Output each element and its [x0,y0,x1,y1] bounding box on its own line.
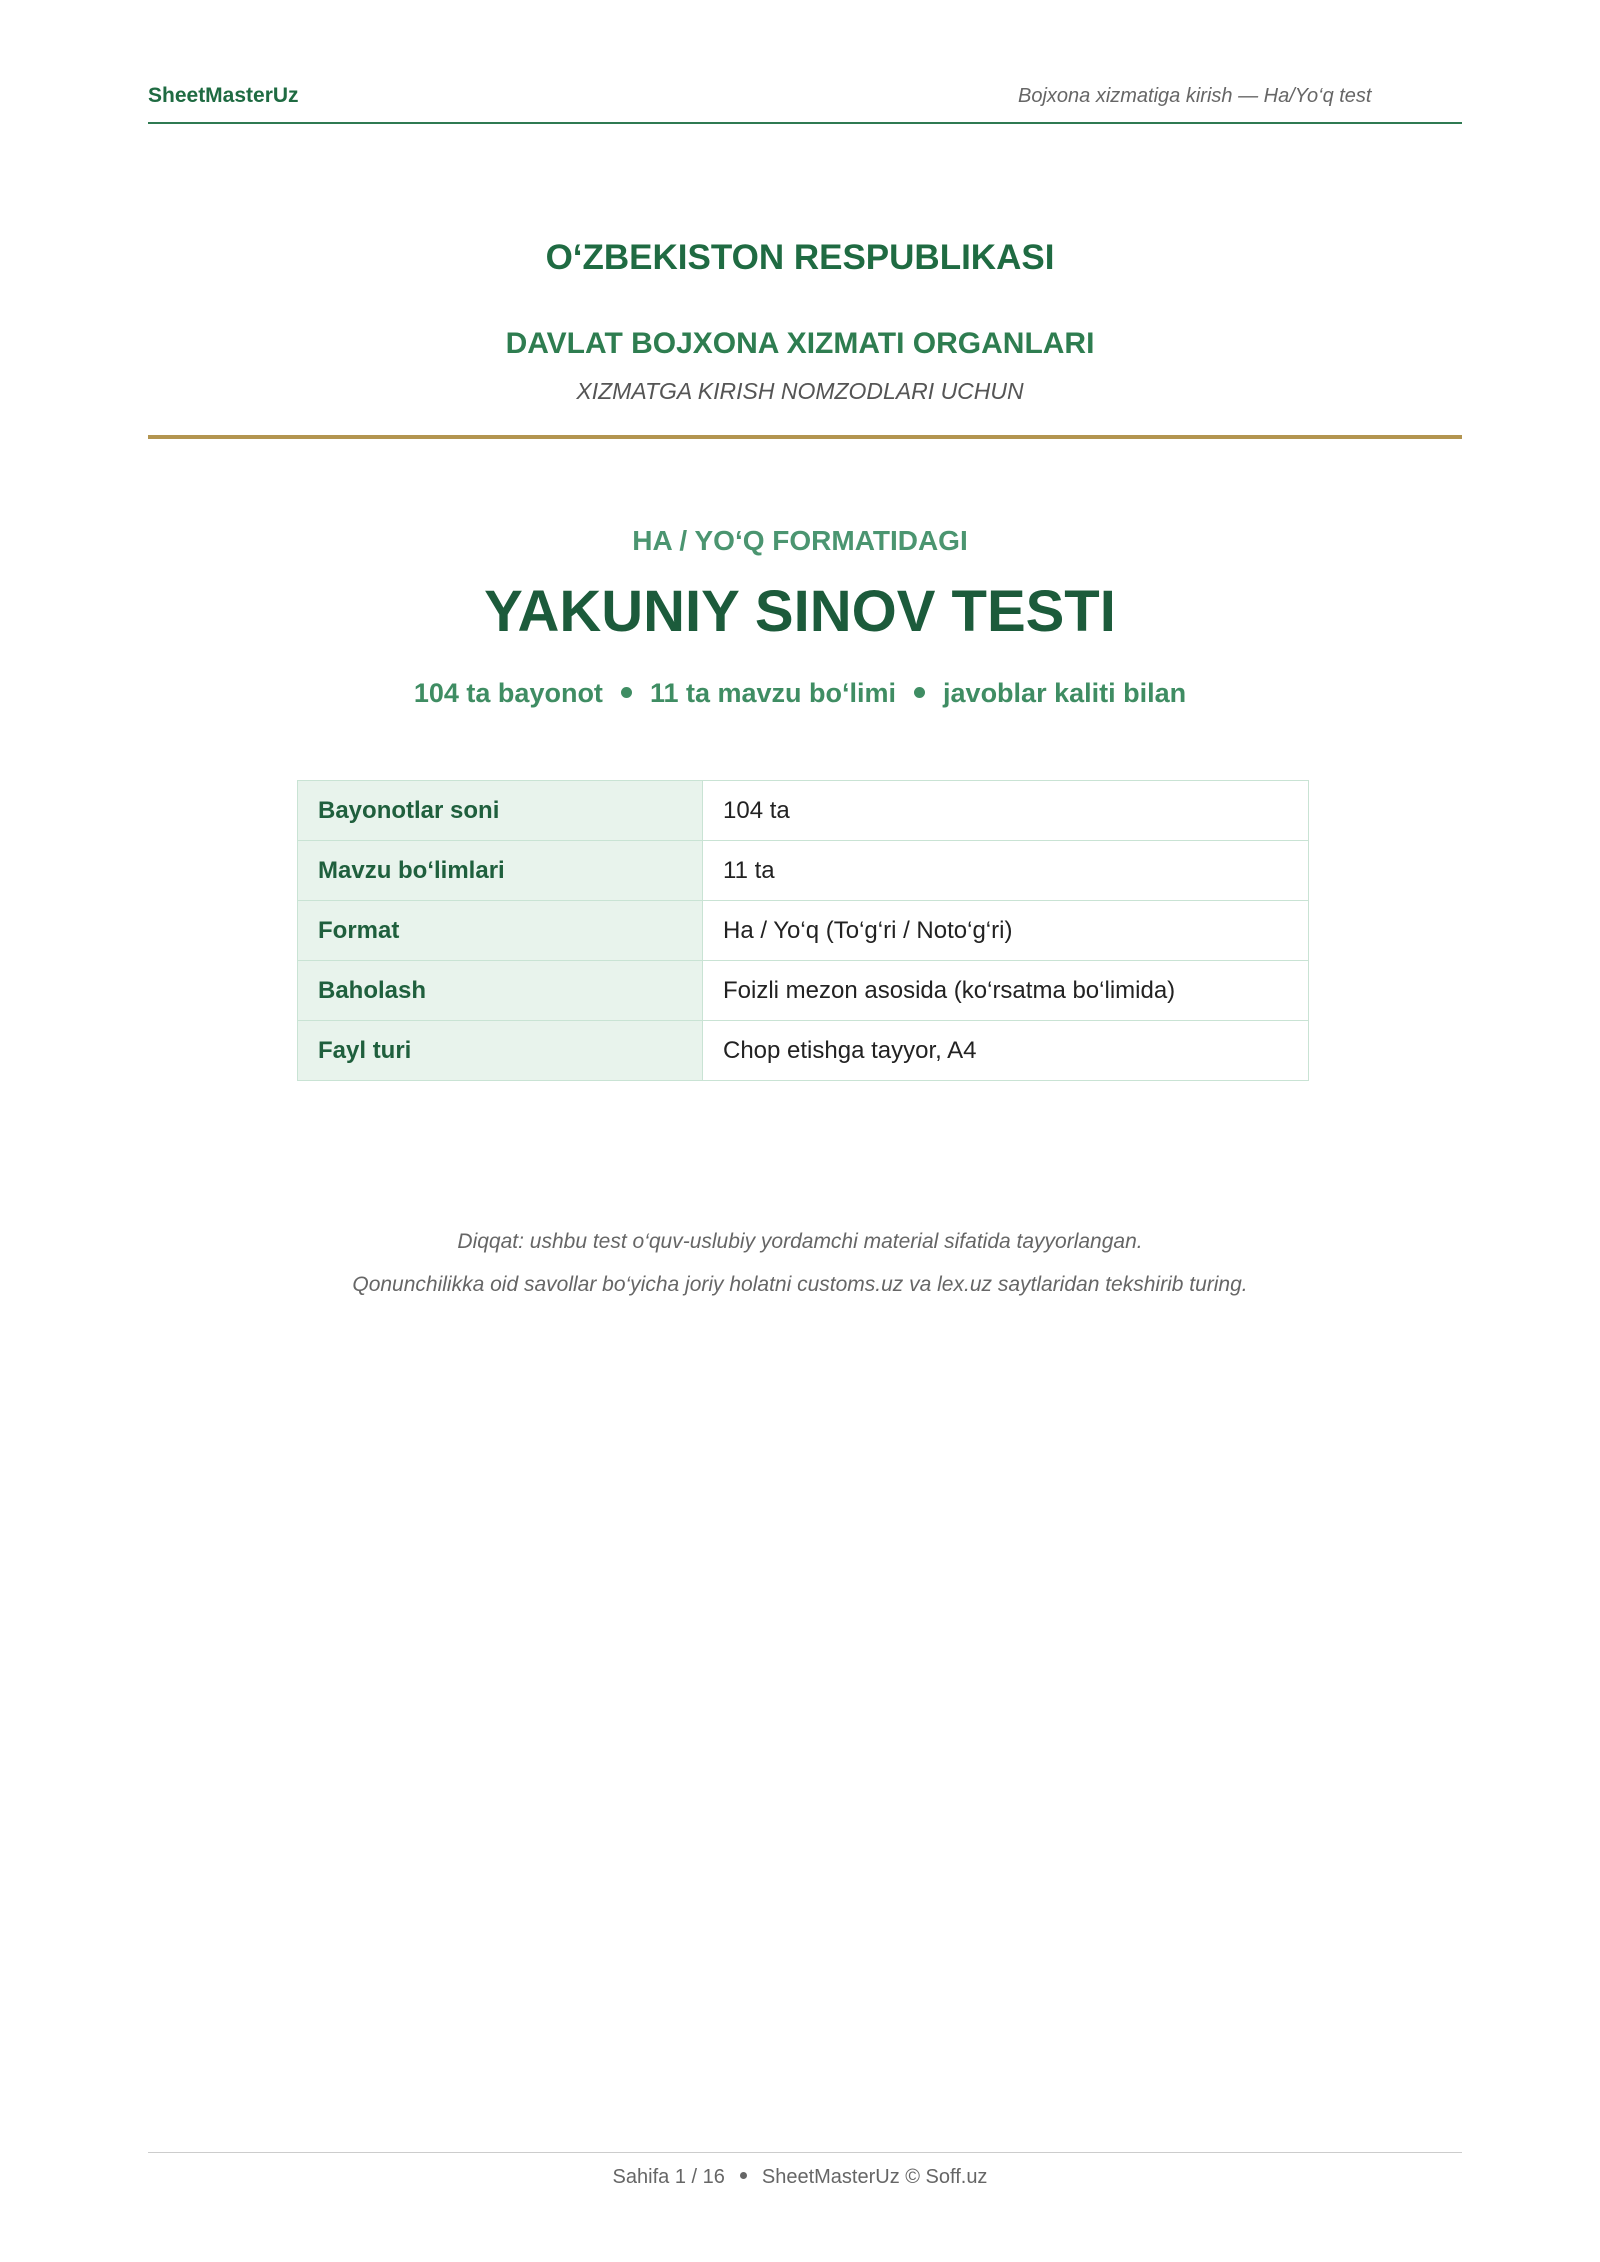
table-row [298,901,1309,961]
legal-check-note: Qonunchilikka oid savollar bo‘yicha joriy holatni customs.uz va lex.uz saytlaridan tekshirib turing. [352,1273,1248,1296]
meta-statement-count: 104 ta bayonot [413,678,603,708]
audience-subheading: XIZMATGA KIRISH NOMZODLARI UCHUN [576,378,1024,404]
row-label: Bayonotlar soni [298,781,703,841]
disclaimer-note: Diqqat: ushbu test o‘quv-uslubiy yordamchi material sifatida tayyorlangan. [457,1230,1143,1253]
meta-section-count: 11 ta mavzu bo‘limi [649,678,897,708]
table-row [298,1021,1309,1081]
brand-name: SheetMasterUz [148,84,299,107]
bullet-dot-icon [621,687,632,698]
table-row [298,781,1309,841]
info-table [297,780,1309,1081]
row-label: Fayl turi [298,1021,703,1081]
meta-answer-key: javoblar kaliti bilan [943,678,1187,708]
footer-divider [148,2152,1462,2153]
row-value: Ha / Yo‘q (To‘g‘ri / Noto‘g‘ri) [703,901,1309,961]
page-number: Sahifa 1 / 16 [612,2166,725,2188]
row-value: 104 ta [703,781,1309,841]
format-heading: HA / YO‘Q FORMATIDAGI [632,525,968,556]
page-footer [0,2166,1600,2189]
table-row [298,961,1309,1021]
bullet-dot-icon [914,687,925,698]
row-label: Format [298,901,703,961]
republic-heading: O‘ZBEKISTON RESPUBLIKASI [545,238,1055,277]
organization-heading: DAVLAT BOJXONA XIZMATI ORGANLARI [505,327,1095,360]
page-header [148,80,1462,124]
table-row [298,841,1309,901]
header-subtitle: Bojxona xizmatiga kirish — Ha/Yo‘q test [1018,85,1372,107]
row-value: 11 ta [703,841,1309,901]
bullet-dot-icon [740,2172,747,2179]
row-label: Mavzu bo‘limlari [298,841,703,901]
row-value: Chop etishga tayyor, A4 [703,1021,1309,1081]
document-title: YAKUNIY SINOV TESTI [484,579,1116,644]
row-value: Foizli mezon asosida (ko‘rsatma bo‘limida) [703,961,1309,1021]
meta-line [0,678,1600,709]
row-label: Baholash [298,961,703,1021]
footer-copyright: SheetMasterUz © Soff.uz [761,2166,988,2188]
gold-divider [148,435,1462,439]
